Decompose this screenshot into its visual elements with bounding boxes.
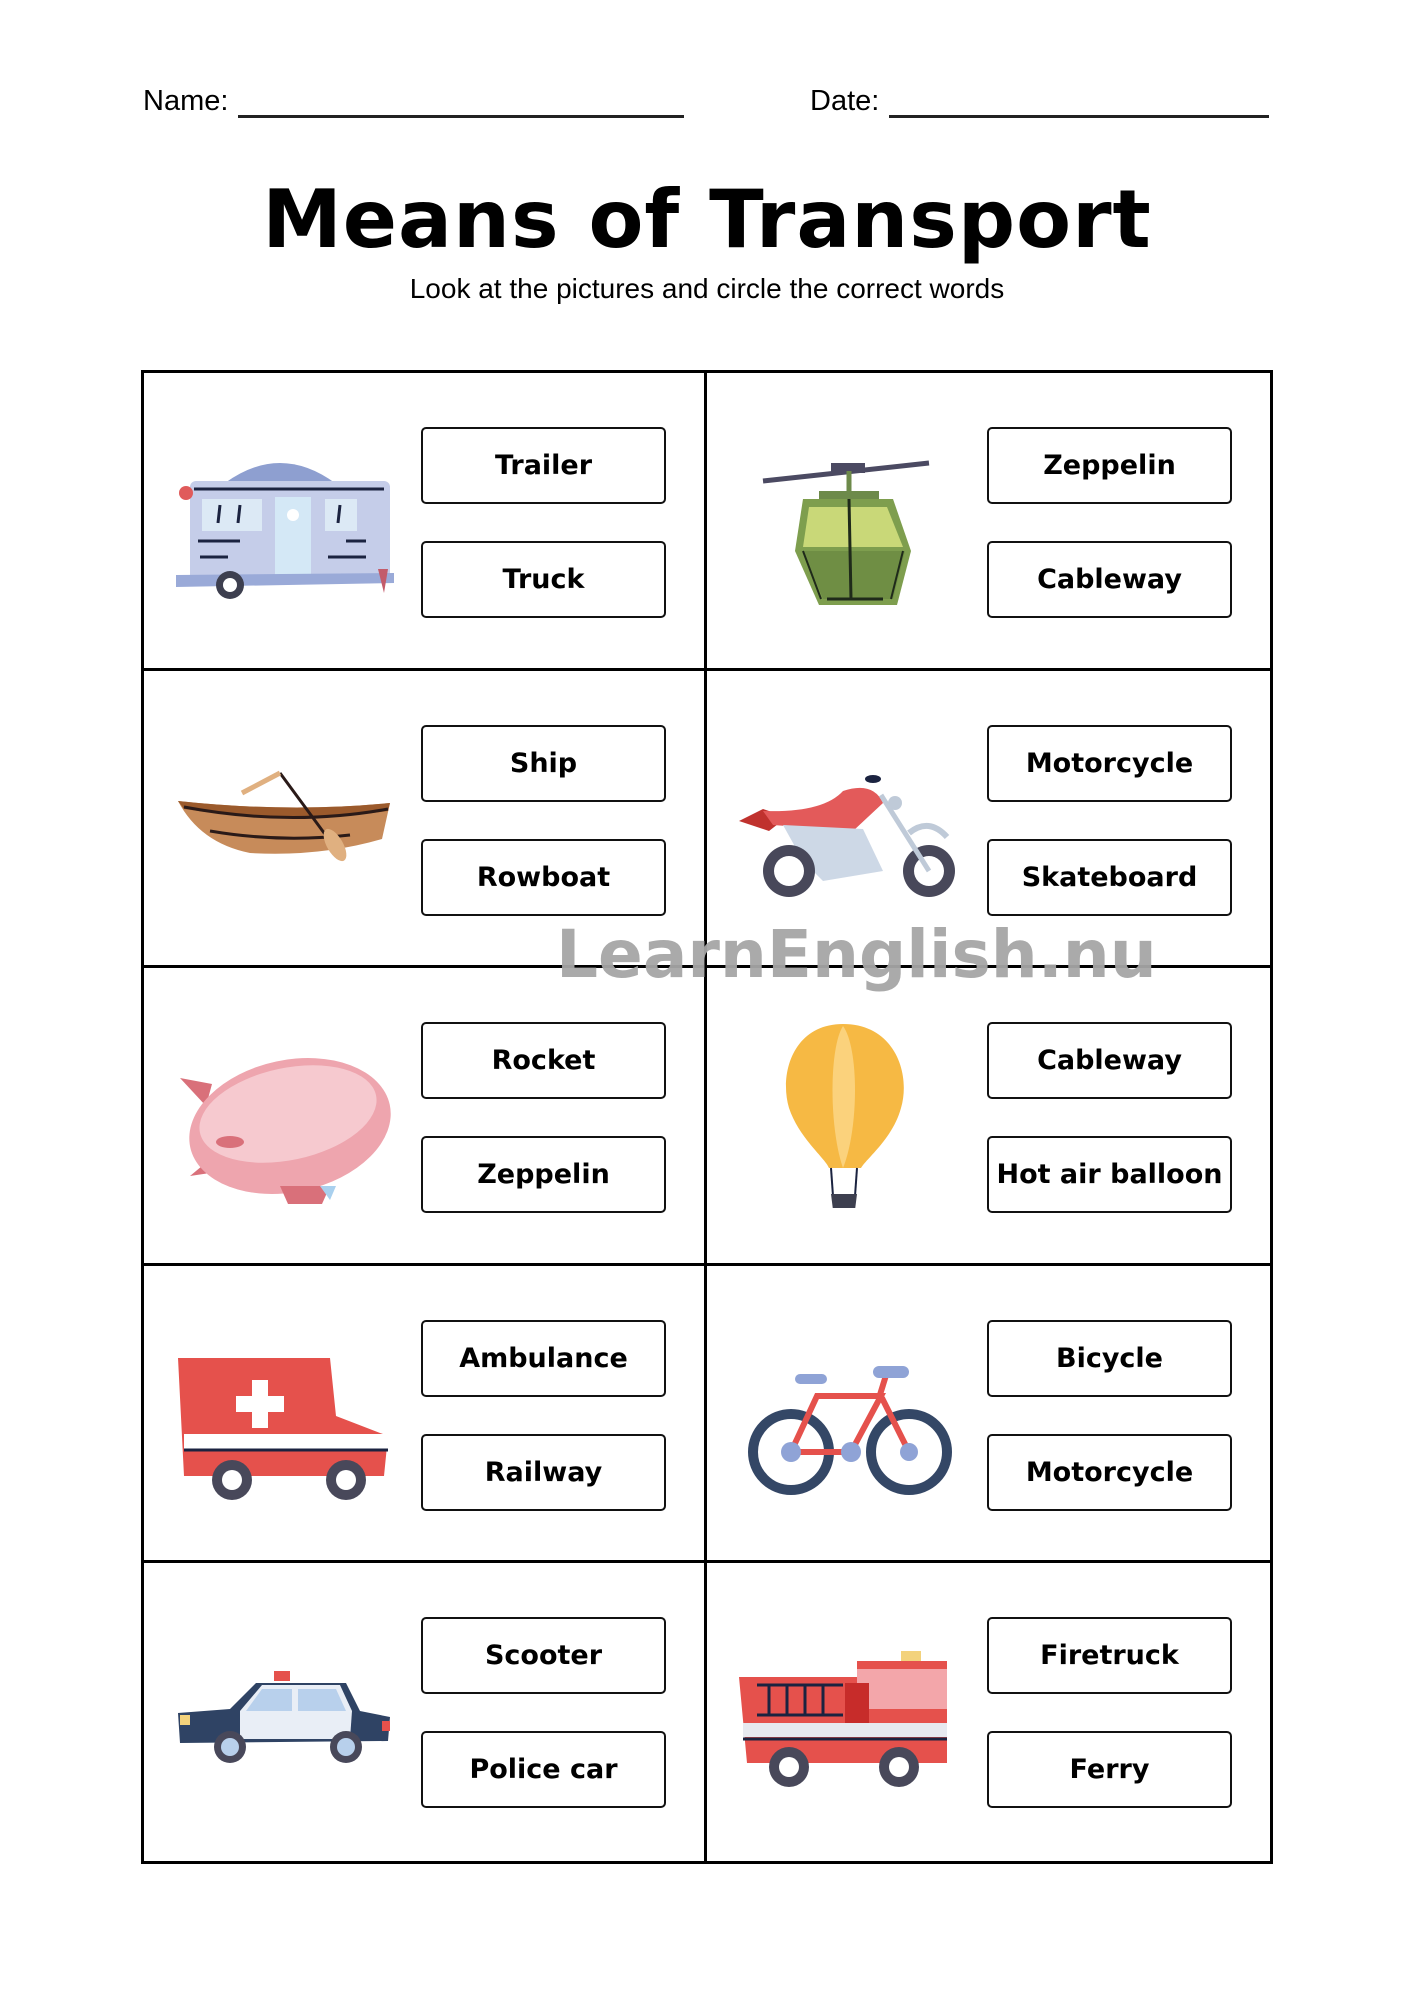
word-options [987, 1022, 1232, 1213]
bicycle-icon [733, 1316, 959, 1506]
date-label: Date: [810, 85, 880, 117]
word-options [421, 1022, 666, 1213]
word-option-zeppelin[interactable]: Zeppelin [421, 1136, 666, 1213]
police-car-icon [170, 1613, 396, 1803]
word-options [987, 1320, 1232, 1511]
exercise-cell [707, 1563, 1270, 1861]
word-option-railway[interactable]: Railway [421, 1434, 666, 1511]
exercise-cell [707, 373, 1270, 671]
word-option-scooter[interactable]: Scooter [421, 1617, 666, 1694]
word-option-bicycle[interactable]: Bicycle [987, 1320, 1232, 1397]
hot-air-balloon-icon [733, 1018, 959, 1208]
name-blank-line[interactable] [238, 85, 684, 118]
word-options [987, 725, 1232, 916]
trailer-icon [170, 423, 396, 613]
name-label: Name: [143, 85, 229, 117]
word-option-cableway[interactable]: Cableway [987, 1022, 1232, 1099]
exercise-cell [144, 373, 707, 671]
word-options [421, 1320, 666, 1511]
name-field[interactable] [143, 84, 684, 118]
exercise-cell [144, 671, 707, 969]
word-option-ship[interactable]: Ship [421, 725, 666, 802]
exercise-cell [707, 1266, 1270, 1564]
word-option-ambulance[interactable]: Ambulance [421, 1320, 666, 1397]
word-option-firetruck[interactable]: Firetruck [987, 1617, 1232, 1694]
word-options [421, 1617, 666, 1808]
word-option-skateboard[interactable]: Skateboard [987, 839, 1232, 916]
exercise-grid [141, 370, 1273, 1864]
date-blank-line[interactable] [889, 85, 1269, 118]
word-options [421, 427, 666, 618]
zeppelin-icon [170, 1018, 396, 1208]
exercise-cell [144, 1563, 707, 1861]
exercise-cell [144, 1266, 707, 1564]
word-options [987, 1617, 1232, 1808]
date-field[interactable] [810, 84, 1269, 118]
instructions: Look at the pictures and circle the correct words [409, 273, 1005, 304]
motorcycle-icon [733, 721, 959, 911]
page-title: Means of Transport [262, 173, 1152, 266]
watermark: LearnEnglish.nu [556, 916, 1157, 993]
word-option-rocket[interactable]: Rocket [421, 1022, 666, 1099]
word-option-ferry[interactable]: Ferry [987, 1731, 1232, 1808]
word-option-trailer[interactable]: Trailer [421, 427, 666, 504]
fire-truck-icon [733, 1613, 959, 1803]
cable-car-icon [733, 423, 959, 613]
word-option-motorcycle[interactable]: Motorcycle [987, 725, 1232, 802]
word-options [987, 427, 1232, 618]
exercise-cell [707, 968, 1270, 1266]
rowboat-icon [170, 721, 396, 911]
word-option-cableway[interactable]: Cableway [987, 541, 1232, 618]
word-option-police-car[interactable]: Police car [421, 1731, 666, 1808]
ambulance-icon [170, 1316, 396, 1506]
word-option-truck[interactable]: Truck [421, 541, 666, 618]
word-option-motorcycle[interactable]: Motorcycle [987, 1434, 1232, 1511]
exercise-cell [707, 671, 1270, 969]
exercise-cell [144, 968, 707, 1266]
word-option-rowboat[interactable]: Rowboat [421, 839, 666, 916]
word-option-zeppelin[interactable]: Zeppelin [987, 427, 1232, 504]
word-options [421, 725, 666, 916]
word-option-hot-air-balloon[interactable]: Hot air balloon [987, 1136, 1232, 1213]
